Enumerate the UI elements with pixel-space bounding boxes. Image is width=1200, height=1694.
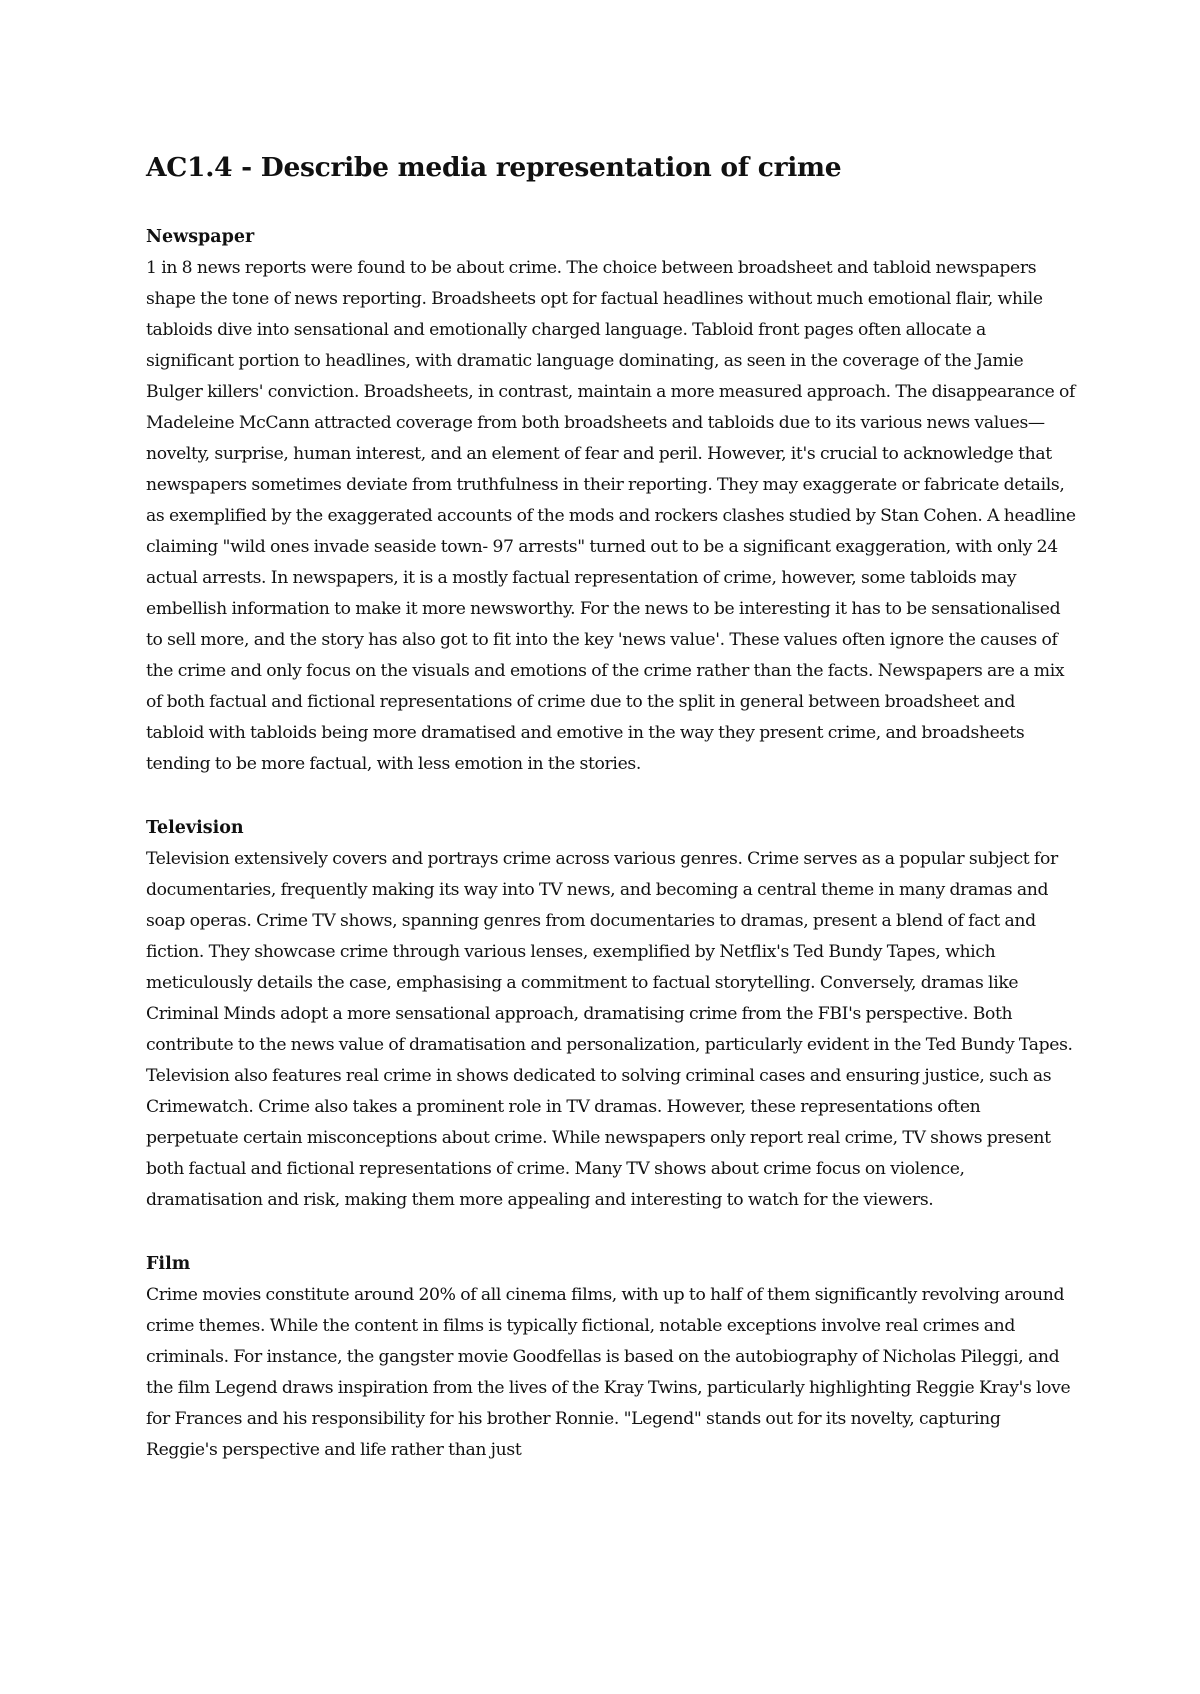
section-heading: Newspaper [146,227,255,247]
section-paragraph: Television extensively covers and portrays crime across various genres. Crime serves as a popular subject for documentaries, frequently making its way into TV news, and becoming a central theme in many dramas and soap operas. Crime TV shows, spanning genres from documentaries to dramas, present a blend of fact and fiction. They showcase crime through various lenses, exemplified by Netflix's Ted Bundy Tapes, which meticulously details the case, emphasising a commitment to factual storytelling. Conversely, dramas like Criminal Minds adopt a more sensational approach, dramatising crime from the FBI's perspective. Both contribute to the news value of dramatisation and personalization, particularly evident in the Ted Bundy Tapes. Television also features real crime in shows dedicated to solving criminal cases and ensuring justice, such as Crimewatch. Crime also takes a prominent role in TV dramas. However, these representations often perpetuate certain misconceptions about crime. While newspapers only report real crime, TV shows present both factual and fictional representations of crime. Many TV shows about crime focus on violence, dramatisation and risk, making them more appealing and interesting to watch for the viewers. [146,849,1073,1210]
section-paragraph: Crime movies constitute around 20% of all cinema films, with up to half of them significantly revolving around crime themes. While the content in films is typically fictional, notable exceptions involve real crimes and criminals. For instance, the gangster movie Goodfellas is based on the autobiography of Nicholas Pileggi, and the film Legend draws inspiration from the lives of the Kray Twins, particularly highlighting Reggie Kray's love for Frances and his responsibility for his brother Ronnie. "Legend" stands out for its novelty, capturing Reggie's perspective and life rather than just [146,1285,1071,1460]
page-title: AC1.4 - Describe media representation of crime [146,152,842,183]
section-film [146,1249,1076,1466]
section-newspaper [146,222,1076,780]
section-heading: Television [146,818,244,838]
section-heading: Film [146,1254,191,1274]
section-television [146,813,1076,1216]
document-page [146,140,1076,1499]
section-paragraph: 1 in 8 news reports were found to be about crime. The choice between broadsheet and tabloid newspapers shape the tone of news reporting. Broadsheets opt for factual headlines without much emotional flair, while tabloids dive into sensational and emotionally charged language. Tabloid front pages often allocate a significant portion to headlines, with dramatic language dominating, as seen in the coverage of the Jamie Bulger killers' conviction. Broadsheets, in contrast, maintain a more measured approach. The disappearance of Madeleine McCann attracted coverage from both broadsheets and tabloids due to its various news values—novelty, surprise, human interest, and an element of fear and peril. However, it's crucial to acknowledge that newspapers sometimes deviate from truthfulness in their reporting. They may exaggerate or fabricate details, as exemplified by the exaggerated accounts of the mods and rockers clashes studied by Stan Cohen. A headline claiming "wild ones invade seaside town- 97 arrests" turned out to be a significant exaggeration, with only 24 actual arrests. In newspapers, it is a mostly factual representation of crime, however, some tabloids may embellish information to make it more newsworthy. For the news to be interesting it has to be sensationalised to sell more, and the story has also got to fit into the key 'news value'. These values often ignore the causes of the crime and only focus on the visuals and emotions of the crime rather than the facts. Newspapers are a mix of both factual and fictional representations of crime due to the split in general between broadsheet and tabloid with tabloids being more dramatised and emotive in the way they present crime, and broadsheets tending to be more factual, with less emotion in the stories. [146,258,1076,774]
